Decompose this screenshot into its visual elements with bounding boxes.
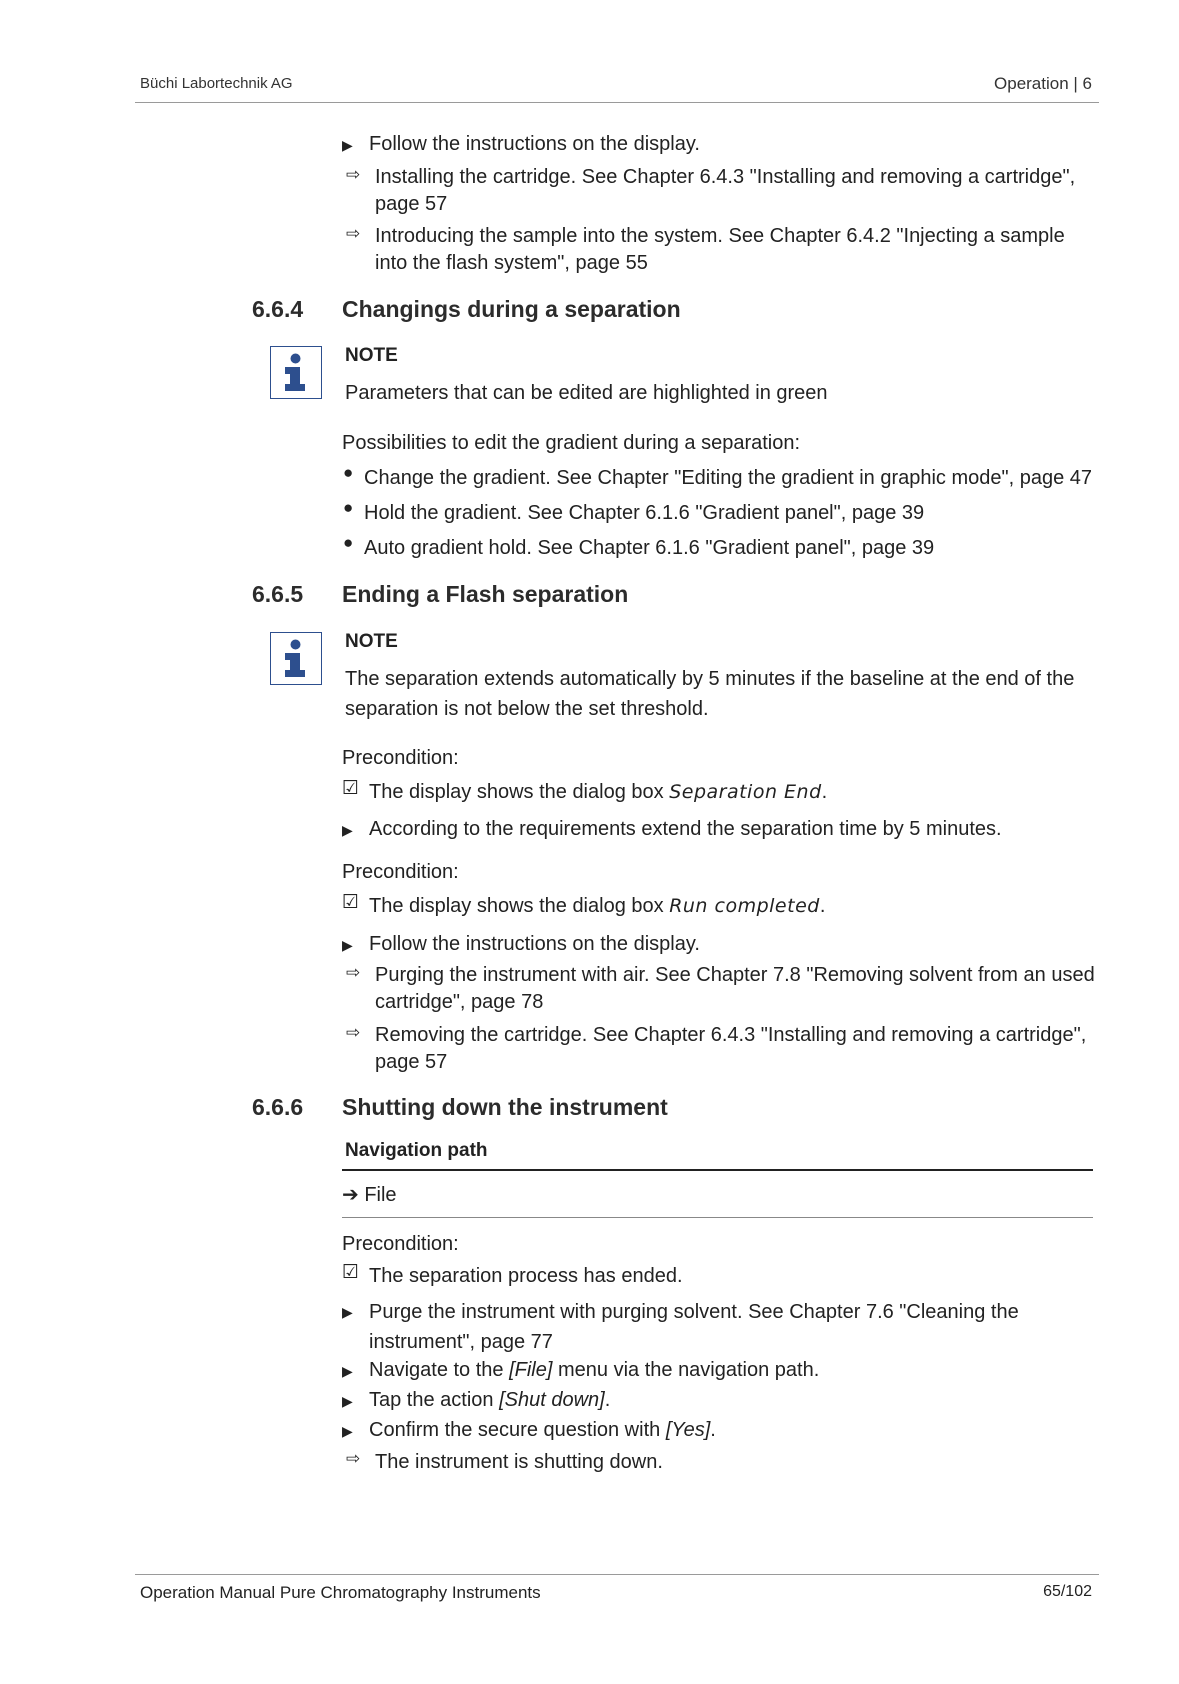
precondition-check: The display shows the dialog box Separation End.: [369, 781, 828, 803]
action-triangle-icon: ▶: [342, 822, 353, 838]
result-step: Purging the instrument with air. See Chapter 7.8 "Removing solvent from an used cartridge", page 78: [375, 964, 1095, 1013]
section-title: Ending a Flash separation: [342, 581, 629, 607]
action-step: Follow the instructions on the display.: [369, 933, 700, 955]
result-arrow-icon: ⇨: [346, 963, 361, 982]
arrow-right-icon: ➔: [342, 1184, 359, 1206]
footer-page-number: 65/102: [1043, 1583, 1092, 1600]
result-arrow-icon: ⇨: [346, 224, 361, 243]
result-step: The instrument is shutting down.: [375, 1451, 663, 1473]
section-title: Changings during a separation: [342, 296, 681, 322]
result-step: Removing the cartridge. See Chapter 6.4.3 "Installing and removing a cartridge", page 57: [375, 1024, 1087, 1073]
action-step: Purge the instrument with purging solvent. See Chapter 7.6 "Cleaning the instrument", page 77: [369, 1301, 1019, 1353]
note-label: NOTE: [345, 631, 398, 652]
header-company: Büchi Labortechnik AG: [140, 75, 293, 92]
footer-manual-title: Operation Manual Pure Chromatography Instruments: [140, 1583, 541, 1602]
note-label: NOTE: [345, 345, 398, 366]
bullet-item: Hold the gradient. See Chapter 6.1.6 "Gradient panel", page 39: [364, 502, 925, 524]
action-triangle-icon: ▶: [342, 137, 353, 153]
action-step: Follow the instructions on the display.: [369, 133, 700, 155]
note-text: Parameters that can be edited are highlighted in green: [345, 382, 828, 404]
checkbox-checked-icon: ☑: [342, 1262, 360, 1283]
checkbox-checked-icon: ☑: [342, 778, 360, 799]
bullet-item: Change the gradient. See Chapter "Editing the gradient in graphic mode", page 47: [364, 467, 1093, 489]
action-step: According to the requirements extend the separation time by 5 minutes.: [369, 818, 1002, 840]
info-i-glyph-icon: [271, 633, 320, 683]
bullet-item: Auto gradient hold. See Chapter 6.1.6 "Gradient panel", page 39: [364, 537, 935, 559]
result-step: Introducing the sample into the system. See Chapter 6.4.2 "Injecting a sample into the flash system", page 55: [375, 225, 1065, 274]
precondition-label: Precondition:: [342, 747, 459, 769]
precondition-check: The separation process has ended.: [369, 1265, 683, 1287]
checkbox-checked-icon: ☑: [342, 892, 360, 913]
precondition-label: Precondition:: [342, 1233, 459, 1255]
result-step: Installing the cartridge. See Chapter 6.4.3 "Installing and removing a cartridge", page 57: [375, 166, 1076, 215]
navigation-path-label: Navigation path: [345, 1140, 488, 1161]
navigation-path-rule: [342, 1169, 1093, 1171]
info-icon: [270, 346, 322, 399]
action-triangle-icon: ▶: [342, 1423, 353, 1439]
action-triangle-icon: ▶: [342, 1363, 353, 1379]
result-arrow-icon: ⇨: [346, 1449, 361, 1468]
section-number: 6.6.4: [252, 296, 304, 322]
header-rule: [135, 102, 1099, 103]
section-number: 6.6.6: [252, 1094, 304, 1120]
precondition-check: The display shows the dialog box Run completed.: [369, 895, 826, 917]
navigation-path: [342, 1181, 397, 1209]
result-arrow-icon: ⇨: [346, 165, 361, 184]
action-step: Tap the action [Shut down].: [369, 1389, 611, 1411]
intro-text: Possibilities to edit the gradient during a separation:: [342, 432, 801, 454]
section-number: 6.6.5: [252, 581, 304, 607]
section-title: Shutting down the instrument: [342, 1094, 668, 1120]
note-text: The separation extends automatically by 5 minutes if the baseline at the end of the separation is not below the set threshold.: [345, 668, 1075, 720]
navigation-path-rule-bottom: [342, 1217, 1093, 1218]
action-step: Confirm the secure question with [Yes].: [369, 1419, 716, 1441]
header-section: Operation | 6: [994, 74, 1092, 93]
action-triangle-icon: ▶: [342, 1393, 353, 1409]
dialog-name: Run completed: [669, 895, 820, 917]
action-triangle-icon: ▶: [342, 937, 353, 953]
bullet-icon: ●: [343, 463, 354, 482]
footer-rule: [135, 1574, 1099, 1575]
result-arrow-icon: ⇨: [346, 1023, 361, 1042]
action-step: Navigate to the [File] menu via the navigation path.: [369, 1359, 820, 1381]
bullet-icon: ●: [343, 498, 354, 517]
info-i-glyph-icon: [271, 347, 320, 397]
precondition-label: Precondition:: [342, 861, 459, 883]
bullet-icon: ●: [343, 533, 354, 552]
info-icon: [270, 632, 322, 685]
action-triangle-icon: ▶: [342, 1304, 353, 1320]
dialog-name: Separation End: [669, 781, 822, 803]
nav-item-file: File: [364, 1184, 397, 1206]
